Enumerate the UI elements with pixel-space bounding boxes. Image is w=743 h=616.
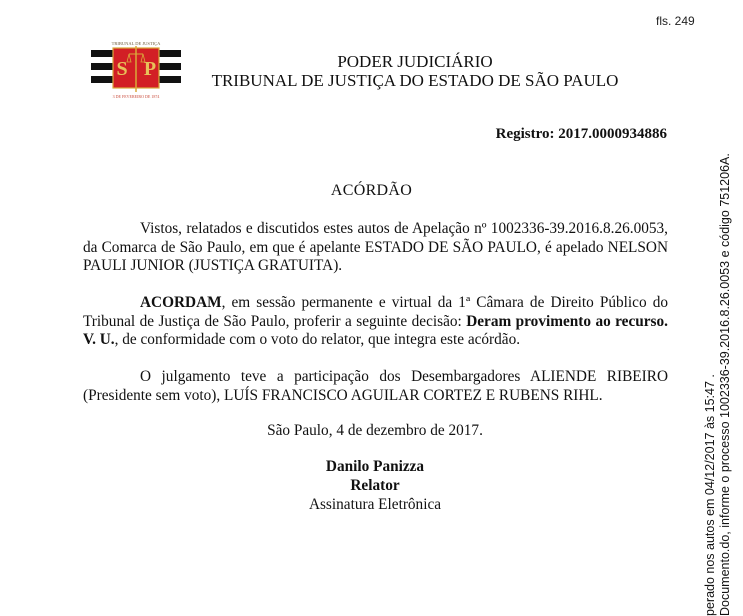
paragraph-acordam xyxy=(83,294,668,350)
stamp-line-1: perado nos autos em 04/12/2017 às 15:47 . xyxy=(703,374,717,616)
document-title: ACÓRDÃO xyxy=(330,182,413,199)
page-number: fls. 249 xyxy=(656,14,695,28)
svg-text:S: S xyxy=(116,58,128,80)
header-line-2: TRIBUNAL DE JUSTIÇA DO ESTADO DE SÃO PAULO xyxy=(211,71,619,90)
paragraph-vistos xyxy=(83,220,668,276)
side-authentication-stamp xyxy=(703,153,733,616)
decision-bold: Deram provimento ao recurso. V. U. xyxy=(83,312,668,348)
date-line: São Paulo, 4 de dezembro de 2017. xyxy=(267,422,483,439)
acordam-text-b: , de conformidade com o voto do relator, que integra este acórdão. xyxy=(114,331,521,348)
paragraph-julgamento xyxy=(83,368,668,405)
stamp-line-2: Documento.do, informe o processo 1002336-39.2016.8.26.0053 e código 751206A. xyxy=(718,153,732,616)
signer-name: Danilo Panizza xyxy=(325,458,425,475)
tjsp-emblem-icon xyxy=(91,40,181,102)
paragraph-julgamento-text: O julgamento teve a participação dos Desembargadores ALIENDE RIBEIRO (Presidente sem voto), LUÍS FRANCISCO AGUILAR CORTEZ E RUBENS RIHL. xyxy=(83,368,668,404)
svg-text:P: P xyxy=(143,58,157,80)
acordam-bold: ACORDAM xyxy=(140,294,222,311)
paragraph-vistos-text: Vistos, relatados e discutidos estes autos de Apelação nº 1002336-39.2016.8.26.0053, da Comarca de São Paulo, em que é apelante ESTADO DE SÃO PAULO, é apelado NELSON PAULI JUNIOR (JUSTIÇA GRATUITA). xyxy=(83,220,668,274)
svg-text:TRIBUNAL DE JUSTIÇA: TRIBUNAL DE JUSTIÇA xyxy=(111,41,161,46)
svg-text:3 DE FEVEREIRO DE 1874: 3 DE FEVEREIRO DE 1874 xyxy=(112,94,160,99)
acordam-text-a: , em sessão permanente e virtual da 1ª Câmara de Direito Público do Tribunal de Justiça de São Paulo, proferir a seguinte decisão: xyxy=(83,294,668,330)
registro-number: Registro: 2017.0000934886 xyxy=(495,126,667,142)
header-line-1: PODER JUDICIÁRIO xyxy=(337,52,493,71)
signature-type: Assinatura Eletrônica xyxy=(308,496,442,513)
tjsp-logo xyxy=(91,40,181,102)
signer-role: Relator xyxy=(350,477,400,494)
court-header xyxy=(210,52,620,90)
